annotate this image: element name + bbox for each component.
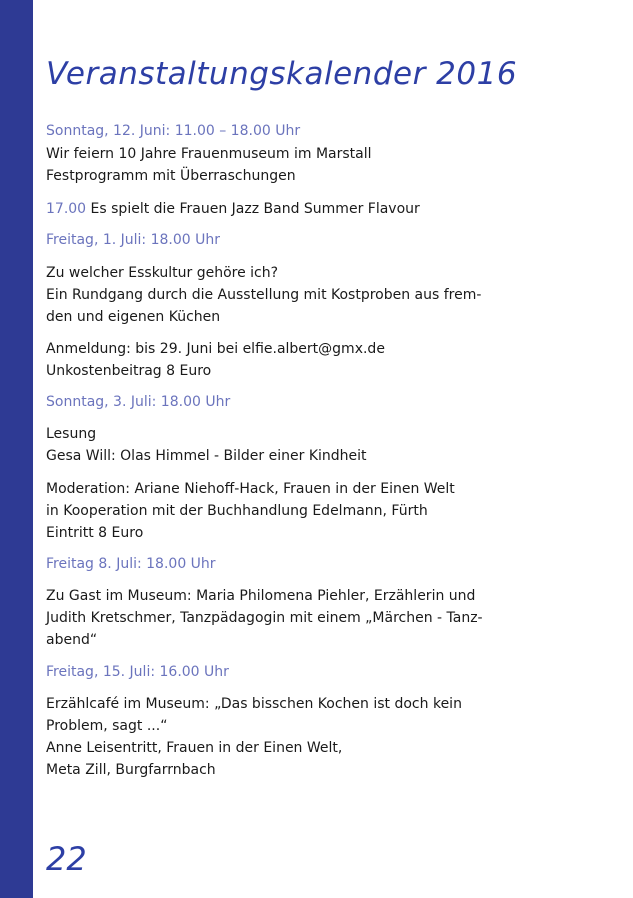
event-date: Freitag, 1. Juli: 18.00 Uhr <box>46 232 221 248</box>
page-content <box>46 0 606 898</box>
page-number: 22 <box>46 840 87 878</box>
event-text-line: Wir feiern 10 Jahre Frauenmuseum im Marstall <box>46 146 372 162</box>
event-extra-line <box>46 199 420 219</box>
event-text-line: Gesa Will: Olas Himmel - Bilder einer Kindheit <box>46 448 367 464</box>
event-text-line: in Kooperation mit der Buchhandlung Edelmann, Fürth <box>46 503 428 519</box>
event-text-line: Festprogramm mit Überraschungen <box>46 168 296 184</box>
event-text-line: Anne Leisentritt, Frauen in der Einen Welt, <box>46 740 343 756</box>
event-date: Sonntag, 12. Juni: 11.00 – 18.00 Uhr <box>46 123 301 139</box>
event-date: Freitag 8. Juli: 18.00 Uhr <box>46 556 216 572</box>
side-color-bar <box>0 0 33 898</box>
event-extra-text: Es spielt die Frauen Jazz Band Summer Flavour <box>86 201 420 217</box>
event-text-line: Judith Kretschmer, Tanzpädagogin mit einem „Märchen - Tanz- <box>46 610 483 626</box>
event-text-line: Meta Zill, Burgfarrnbach <box>46 762 216 778</box>
event-text-line: Problem, sagt ...“ <box>46 718 168 734</box>
event-text-line: Zu welcher Esskultur gehöre ich? <box>46 265 279 281</box>
event-text-line: Unkostenbeitrag 8 Euro <box>46 363 212 379</box>
event-text-line: abend“ <box>46 632 98 648</box>
event-text-line: Anmeldung: bis 29. Juni bei elfie.albert@gmx.de <box>46 341 385 357</box>
event-text-line: Zu Gast im Museum: Maria Philomena Piehler, Erzählerin und <box>46 588 476 604</box>
event-text-line: Ein Rundgang durch die Ausstellung mit Kostproben aus frem- <box>46 287 482 303</box>
event-text-line: Eintritt 8 Euro <box>46 525 144 541</box>
event-date: Freitag, 15. Juli: 16.00 Uhr <box>46 664 229 680</box>
event-date: Sonntag, 3. Juli: 18.00 Uhr <box>46 394 231 410</box>
event-text-line: den und eigenen Küchen <box>46 309 221 325</box>
page-title: Veranstaltungskalender 2016 <box>46 56 518 92</box>
event-text-line: Erzählcafé im Museum: „Das bisschen Kochen ist doch kein <box>46 696 462 712</box>
event-extra-time: 17.00 <box>46 201 87 217</box>
event-text-line: Moderation: Ariane Niehoff-Hack, Frauen in der Einen Welt <box>46 481 455 497</box>
event-text-line: Lesung <box>46 426 97 442</box>
